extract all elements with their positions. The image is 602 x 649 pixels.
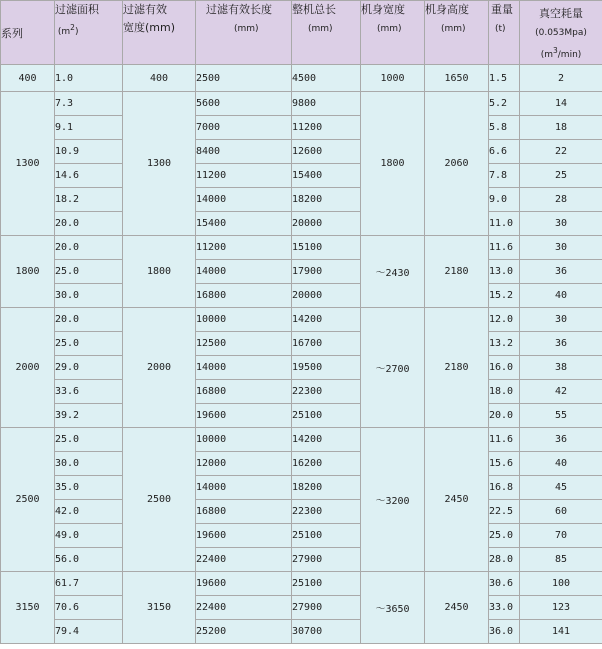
vacuum-cell: 42 (520, 380, 602, 404)
vacuum-cell: 28 (520, 188, 602, 212)
header-series: 系列 (1, 1, 55, 65)
table-row (1, 92, 602, 116)
weight-cell: 36.0 (489, 620, 520, 644)
effective-length-cell: 22400 (196, 548, 292, 572)
series-cell: 2500 (1, 428, 55, 572)
body-width-cell: 1800 (361, 92, 425, 236)
vacuum-cell: 18 (520, 116, 602, 140)
effective-length-cell: 7000 (196, 116, 292, 140)
area-cell: 10.9 (55, 140, 123, 164)
area-cell: 49.0 (55, 524, 123, 548)
weight-cell: 22.5 (489, 500, 520, 524)
area-cell: 39.2 (55, 404, 123, 428)
total-length-cell: 20000 (292, 284, 361, 308)
total-length-cell: 15100 (292, 236, 361, 260)
area-cell: 35.0 (55, 476, 123, 500)
total-length-cell: 18200 (292, 476, 361, 500)
total-length-cell: 20000 (292, 212, 361, 236)
vacuum-cell: 60 (520, 500, 602, 524)
total-length-cell: 25100 (292, 404, 361, 428)
series-cell: 1300 (1, 92, 55, 236)
total-length-cell: 16200 (292, 452, 361, 476)
body-height-cell: 2450 (425, 572, 489, 644)
total-length-cell: 4500 (292, 65, 361, 92)
header-effective-width: 过滤有效 宽度(mm) (123, 1, 196, 65)
total-length-cell: 22300 (292, 380, 361, 404)
series-cell: 400 (1, 65, 55, 92)
effective-length-cell: 22400 (196, 596, 292, 620)
table-row (1, 65, 602, 92)
effective-length-cell: 14000 (196, 188, 292, 212)
effective-length-cell: 12000 (196, 452, 292, 476)
total-length-cell: 18200 (292, 188, 361, 212)
series-cell: 3150 (1, 572, 55, 644)
header-row (1, 1, 602, 65)
area-cell: 9.1 (55, 116, 123, 140)
vacuum-cell: 30 (520, 212, 602, 236)
table-row (1, 332, 602, 356)
effective-length-cell: 10000 (196, 308, 292, 332)
table-row (1, 164, 602, 188)
effective-length-cell: 16800 (196, 500, 292, 524)
vacuum-cell: 36 (520, 428, 602, 452)
area-cell: 14.6 (55, 164, 123, 188)
weight-cell: 15.6 (489, 452, 520, 476)
body-width-cell: ～2700 (361, 308, 425, 428)
vacuum-cell: 25 (520, 164, 602, 188)
total-length-cell: 11200 (292, 116, 361, 140)
vacuum-cell: 70 (520, 524, 602, 548)
body-width-cell: ～2430 (361, 236, 425, 308)
area-cell: 25.0 (55, 332, 123, 356)
header-vacuum: 真空耗量 (0.053Mpa) $(m^3/\min)$ (520, 1, 602, 65)
weight-cell: 33.0 (489, 596, 520, 620)
area-cell: 42.0 (55, 500, 123, 524)
weight-cell: 16.0 (489, 356, 520, 380)
area-cell: 29.0 (55, 356, 123, 380)
area-cell: 1.0 (55, 65, 123, 92)
body-height-cell: 2450 (425, 428, 489, 572)
table-row (1, 404, 602, 428)
total-length-cell: 16700 (292, 332, 361, 356)
total-length-cell: 14200 (292, 428, 361, 452)
table-body (1, 65, 602, 644)
body-height-cell: 2180 (425, 308, 489, 428)
effective-length-cell: 16800 (196, 380, 292, 404)
effective-length-cell: 19600 (196, 572, 292, 596)
table-row (1, 596, 602, 620)
effective-width-cell: 2000 (123, 308, 196, 428)
effective-width-cell: 1800 (123, 236, 196, 308)
effective-width-cell: 400 (123, 65, 196, 92)
effective-length-cell: 5600 (196, 92, 292, 116)
vacuum-cell: 141 (520, 620, 602, 644)
total-length-cell: 22300 (292, 500, 361, 524)
table-row (1, 284, 602, 308)
body-height-cell: 1650 (425, 65, 489, 92)
table-row (1, 188, 602, 212)
table-row (1, 620, 602, 644)
area-cell: 7.3 (55, 92, 123, 116)
weight-cell: 30.6 (489, 572, 520, 596)
weight-cell: 18.0 (489, 380, 520, 404)
weight-cell: 7.8 (489, 164, 520, 188)
header-body-width: 机身宽度 (mm) (361, 1, 425, 65)
series-cell: 2000 (1, 308, 55, 428)
total-length-cell: 19500 (292, 356, 361, 380)
effective-length-cell: 2500 (196, 65, 292, 92)
total-length-cell: 17900 (292, 260, 361, 284)
area-cell: 25.0 (55, 260, 123, 284)
weight-cell: 16.8 (489, 476, 520, 500)
header-total-length: 整机总长 (mm) (292, 1, 361, 65)
table-row (1, 380, 602, 404)
weight-cell: 13.0 (489, 260, 520, 284)
total-length-cell: 15400 (292, 164, 361, 188)
effective-length-cell: 19600 (196, 404, 292, 428)
weight-cell: 11.6 (489, 236, 520, 260)
weight-cell: 12.0 (489, 308, 520, 332)
area-cell: 70.6 (55, 596, 123, 620)
weight-cell: 11.0 (489, 212, 520, 236)
vacuum-cell: 123 (520, 596, 602, 620)
area-cell: 61.7 (55, 572, 123, 596)
vacuum-cell: 36 (520, 260, 602, 284)
weight-cell: 6.6 (489, 140, 520, 164)
total-length-cell: 12600 (292, 140, 361, 164)
effective-length-cell: 14000 (196, 356, 292, 380)
area-cell: 79.4 (55, 620, 123, 644)
effective-length-cell: 12500 (196, 332, 292, 356)
area-cell: 30.0 (55, 452, 123, 476)
body-width-cell: ～3650 (361, 572, 425, 644)
effective-length-cell: 14000 (196, 260, 292, 284)
vacuum-cell: 30 (520, 236, 602, 260)
total-length-cell: 14200 (292, 308, 361, 332)
effective-length-cell: 25200 (196, 620, 292, 644)
weight-cell: 9.0 (489, 188, 520, 212)
body-width-cell: 1000 (361, 65, 425, 92)
table-row (1, 428, 602, 452)
vacuum-cell: 45 (520, 476, 602, 500)
table-row (1, 308, 602, 332)
table-row (1, 452, 602, 476)
vacuum-cell: 22 (520, 140, 602, 164)
vacuum-cell: 14 (520, 92, 602, 116)
table-row (1, 212, 602, 236)
table-row (1, 524, 602, 548)
table-row (1, 500, 602, 524)
vacuum-cell: 38 (520, 356, 602, 380)
area-cell: 56.0 (55, 548, 123, 572)
weight-cell: 20.0 (489, 404, 520, 428)
weight-cell: 11.6 (489, 428, 520, 452)
header-effective-length: 过滤有效长度 (mm) (196, 1, 292, 65)
area-cell: 30.0 (55, 284, 123, 308)
area-cell: 33.6 (55, 380, 123, 404)
vacuum-cell: 100 (520, 572, 602, 596)
effective-length-cell: 10000 (196, 428, 292, 452)
weight-cell: 15.2 (489, 284, 520, 308)
body-height-cell: 2060 (425, 92, 489, 236)
weight-cell: 5.8 (489, 116, 520, 140)
effective-length-cell: 8400 (196, 140, 292, 164)
area-cell: 25.0 (55, 428, 123, 452)
table-row (1, 260, 602, 284)
effective-width-cell: 2500 (123, 428, 196, 572)
table-row (1, 140, 602, 164)
weight-cell: 13.2 (489, 332, 520, 356)
effective-width-cell: 1300 (123, 92, 196, 236)
effective-length-cell: 11200 (196, 236, 292, 260)
effective-length-cell: 14000 (196, 476, 292, 500)
total-length-cell: 30700 (292, 620, 361, 644)
vacuum-cell: 40 (520, 452, 602, 476)
effective-length-cell: 19600 (196, 524, 292, 548)
total-length-cell: 25100 (292, 572, 361, 596)
area-cell: 18.2 (55, 188, 123, 212)
total-length-cell: 25100 (292, 524, 361, 548)
header-weight: 重量 (t) (489, 1, 520, 65)
weight-cell: 28.0 (489, 548, 520, 572)
total-length-cell: 9800 (292, 92, 361, 116)
header-area: 过滤面积 $(m^2)$ (55, 1, 123, 65)
table-row (1, 548, 602, 572)
effective-length-cell: 15400 (196, 212, 292, 236)
vacuum-cell: 40 (520, 284, 602, 308)
total-length-cell: 27900 (292, 548, 361, 572)
effective-length-cell: 11200 (196, 164, 292, 188)
table-row (1, 572, 602, 596)
table-row (1, 236, 602, 260)
table-row (1, 356, 602, 380)
vacuum-cell: 30 (520, 308, 602, 332)
vacuum-cell: 36 (520, 332, 602, 356)
total-length-cell: 27900 (292, 596, 361, 620)
area-cell: 20.0 (55, 212, 123, 236)
table-row (1, 476, 602, 500)
area-cell: 20.0 (55, 236, 123, 260)
series-cell: 1800 (1, 236, 55, 308)
weight-cell: 25.0 (489, 524, 520, 548)
vacuum-cell: 55 (520, 404, 602, 428)
area-cell: 20.0 (55, 308, 123, 332)
weight-cell: 5.2 (489, 92, 520, 116)
body-width-cell: ～3200 (361, 428, 425, 572)
effective-width-cell: 3150 (123, 572, 196, 644)
table-row (1, 116, 602, 140)
body-height-cell: 2180 (425, 236, 489, 308)
table-header (1, 1, 602, 65)
vacuum-cell: 85 (520, 548, 602, 572)
weight-cell: 1.5 (489, 65, 520, 92)
header-body-height: 机身高度 (mm) (425, 1, 489, 65)
effective-length-cell: 16800 (196, 284, 292, 308)
vacuum-cell: 2 (520, 65, 602, 92)
